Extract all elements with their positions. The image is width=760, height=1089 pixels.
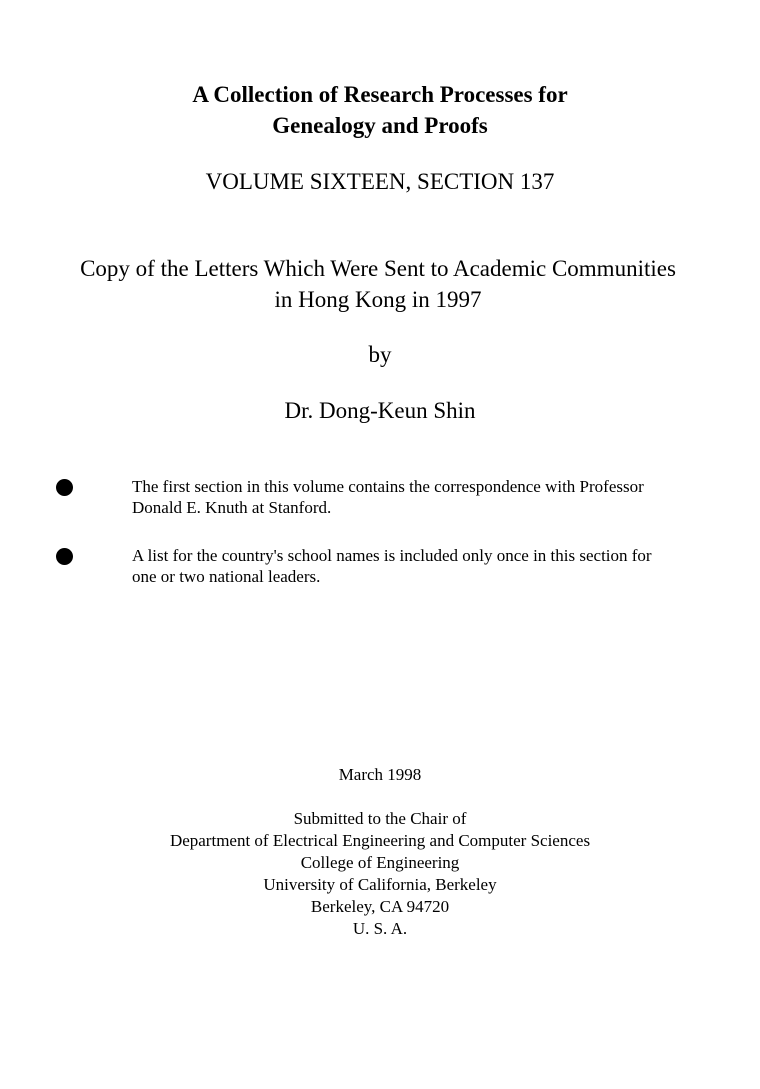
bullet-icon [56,479,73,496]
document-title-line-1: Copy of the Letters Which Were Sent to Academic Communities [80,256,676,281]
note-text [132,545,732,587]
series-title-line-1: A Collection of Research Processes for [192,82,568,107]
country-line: U. S. A. [352,919,408,938]
university-line: University of California, Berkeley [263,875,497,894]
document-title-line-2: in Hong Kong in 1997 [274,287,482,312]
submission-address [0,808,760,940]
note-text-line-2: Donald E. Knuth at Stanford. [132,498,332,517]
by-label: by [368,342,392,367]
note-text-line-1: The first section in this volume contains the correspondence with Professor [132,477,644,496]
college-line: College of Engineering [300,853,460,872]
series-title-line-2: Genealogy and Proofs [272,113,488,138]
city-line: Berkeley, CA 94720 [310,897,450,916]
department-line: Department of Electrical Engineering and Computer Sciences [169,831,591,850]
submission-line: Submitted to the Chair of [293,809,467,828]
submission-date: March 1998 [338,765,422,784]
note-text [132,476,732,518]
author-name: Dr. Dong-Keun Shin [284,398,476,423]
bullet-icon [56,548,73,565]
document-title [20,253,736,315]
volume-section-heading: VOLUME SIXTEEN, SECTION 137 [205,169,555,194]
note-text-line-1: A list for the country's school names is included only once in this section for [132,546,652,565]
note-text-line-2: one or two national leaders. [132,567,321,586]
series-title [0,79,760,141]
